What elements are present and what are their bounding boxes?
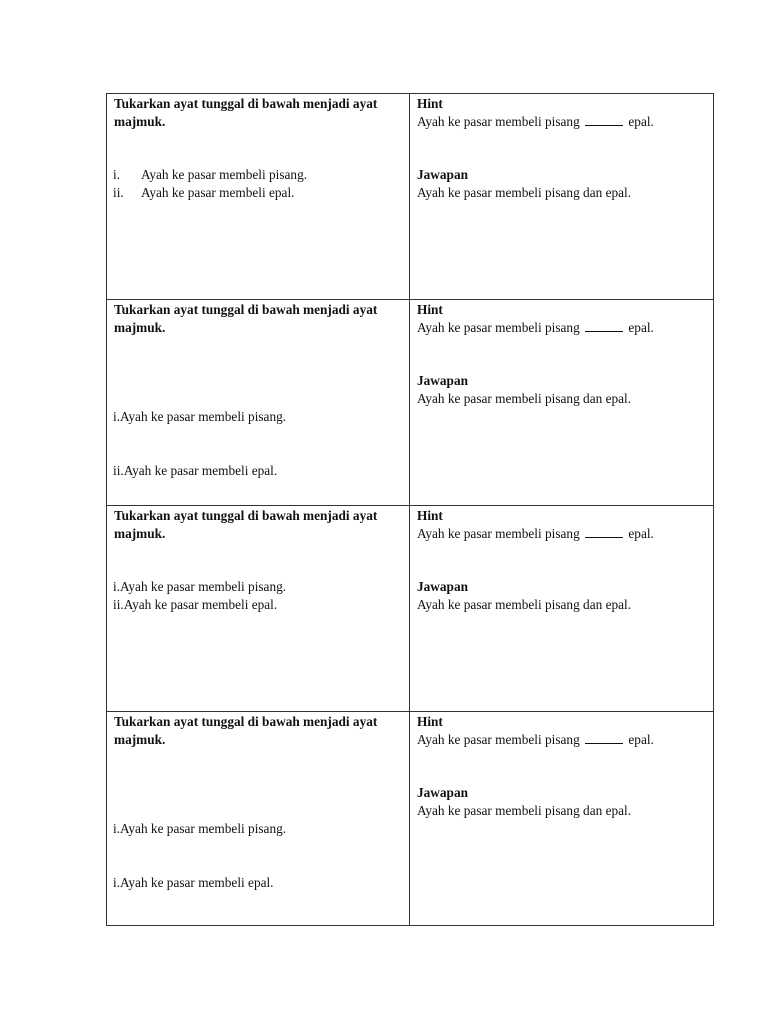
list-item xyxy=(113,820,405,838)
item-text: Ayah ke pasar membeli epal. xyxy=(123,463,278,478)
answer-label: Jawapan xyxy=(417,373,468,388)
question-cell xyxy=(107,300,410,506)
item-number: i. xyxy=(113,409,121,424)
hint-before: Ayah ke pasar membeli pisang xyxy=(417,114,580,129)
worksheet-table xyxy=(106,93,714,926)
item-number: ii. xyxy=(113,185,124,200)
hint-sentence xyxy=(417,319,654,337)
card-row xyxy=(107,712,714,926)
list-item xyxy=(113,184,405,202)
item-number: ii. xyxy=(113,597,124,612)
fill-in-blank xyxy=(585,113,623,126)
hint-answer-cell xyxy=(410,506,714,712)
card-row xyxy=(107,506,714,712)
question-cell xyxy=(107,94,410,300)
hint-answer-cell xyxy=(410,94,714,300)
question-heading: Tukarkan ayat tunggal di bawah menjadi ayat majmuk. xyxy=(114,714,378,747)
question-cell xyxy=(107,506,410,712)
fill-in-blank xyxy=(585,525,623,538)
hint-before: Ayah ke pasar membeli pisang xyxy=(417,320,580,335)
fill-in-blank xyxy=(585,731,623,744)
item-text: Ayah ke pasar membeli epal. xyxy=(141,185,295,200)
hint-sentence xyxy=(417,731,654,749)
item-number: i. xyxy=(113,167,121,182)
question-cell xyxy=(107,712,410,926)
item-text: Ayah ke pasar membeli pisang. xyxy=(120,579,287,594)
hint-answer-cell xyxy=(410,300,714,506)
question-heading: Tukarkan ayat tunggal di bawah menjadi ayat majmuk. xyxy=(114,96,378,129)
answer-text: Ayah ke pasar membeli pisang dan epal. xyxy=(417,803,632,818)
fill-in-blank xyxy=(585,319,623,332)
item-number: ii. xyxy=(113,463,124,478)
item-text: Ayah ke pasar membeli pisang. xyxy=(120,409,287,424)
hint-sentence xyxy=(417,113,654,131)
question-heading: Tukarkan ayat tunggal di bawah menjadi ayat majmuk. xyxy=(114,302,378,335)
sentence-list xyxy=(113,578,405,614)
hint-before: Ayah ke pasar membeli pisang xyxy=(417,526,580,541)
item-number: i. xyxy=(113,579,121,594)
hint-label: Hint xyxy=(417,96,443,111)
card-row xyxy=(107,300,714,506)
sentence-list xyxy=(113,166,405,202)
hint-label: Hint xyxy=(417,302,443,317)
hint-after: epal. xyxy=(628,732,654,747)
list-item xyxy=(113,462,405,480)
hint-after: epal. xyxy=(628,526,654,541)
hint-before: Ayah ke pasar membeli pisang xyxy=(417,732,580,747)
answer-text: Ayah ke pasar membeli pisang dan epal. xyxy=(417,185,632,200)
answer-text: Ayah ke pasar membeli pisang dan epal. xyxy=(417,597,632,612)
hint-label: Hint xyxy=(417,508,443,523)
list-item xyxy=(113,596,405,614)
question-heading: Tukarkan ayat tunggal di bawah menjadi ayat majmuk. xyxy=(114,508,378,541)
answer-text: Ayah ke pasar membeli pisang dan epal. xyxy=(417,391,632,406)
card-row xyxy=(107,94,714,300)
item-text: Ayah ke pasar membeli pisang. xyxy=(141,167,308,182)
answer-label: Jawapan xyxy=(417,167,468,182)
hint-answer-cell xyxy=(410,712,714,926)
list-item xyxy=(113,874,405,892)
hint-label: Hint xyxy=(417,714,443,729)
item-text: Ayah ke pasar membeli pisang. xyxy=(120,821,287,836)
item-number: i. xyxy=(113,875,121,890)
item-text: Ayah ke pasar membeli epal. xyxy=(120,875,274,890)
sentence-list xyxy=(113,372,405,516)
hint-after: epal. xyxy=(628,320,654,335)
hint-sentence xyxy=(417,525,654,543)
answer-label: Jawapan xyxy=(417,785,468,800)
sentence-list xyxy=(113,784,405,928)
item-number: i. xyxy=(113,821,121,836)
answer-label: Jawapan xyxy=(417,579,468,594)
list-item xyxy=(113,408,405,426)
item-text: Ayah ke pasar membeli epal. xyxy=(123,597,278,612)
list-item xyxy=(113,166,405,184)
hint-after: epal. xyxy=(628,114,654,129)
list-item xyxy=(113,578,405,596)
